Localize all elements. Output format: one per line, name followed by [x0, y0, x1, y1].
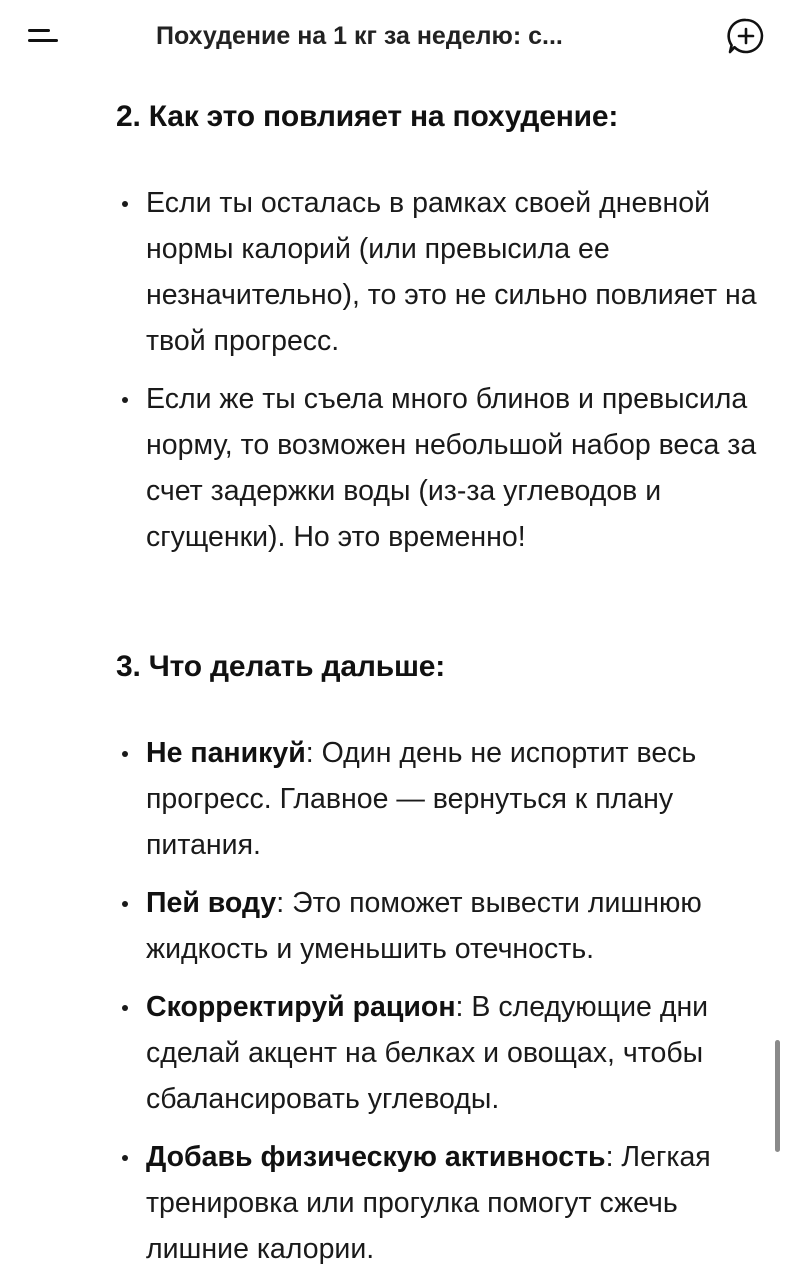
item-bold: Добавь физическую активность	[146, 1141, 606, 1173]
top-bar	[0, 0, 787, 72]
item-text: Это поможет вывести лишнюю жидкость и уменьшить отечность.	[146, 887, 702, 965]
item-text: Легкая тренировка или прогулка помогут сжечь лишние калории.	[146, 1141, 711, 1265]
item-sep: :	[305, 737, 322, 769]
menu-icon	[28, 29, 50, 32]
list-item	[116, 730, 766, 868]
item-sep: :	[605, 1141, 622, 1173]
item-text: В следующие дни сделай акцент на белках и овощах, чтобы сбалансировать углеводы.	[146, 991, 709, 1115]
list-item	[116, 180, 766, 364]
item-text: Один день не испортит весь прогресс. Главное — вернуться к плану питания.	[146, 737, 697, 861]
chat-title[interactable]: Похудение на 1 кг за неделю: с...	[156, 22, 563, 50]
item-sep: :	[455, 991, 472, 1023]
list-item	[116, 984, 766, 1122]
item-text: Если ты осталась в рамках своей дневной нормы калорий (или превысила ее незначительно), то это не сильно повлияет на твой прогресс.	[146, 187, 757, 357]
item-bold: Скорректируй рацион	[146, 991, 456, 1023]
menu-icon-line	[28, 39, 58, 42]
bullet-list	[116, 180, 766, 572]
scrollbar[interactable]	[775, 1040, 780, 1152]
menu-button[interactable]	[22, 20, 62, 52]
item-bold: Пей воду	[146, 887, 277, 919]
new-chat-button[interactable]	[724, 14, 768, 58]
item-text: Если же ты съела много блинов и превысила норму, то возможен небольшой набор веса за счет задержки воды (из-за углеводов и сгущенки). Но это временно!	[146, 383, 757, 553]
item-sep: :	[276, 887, 293, 919]
list-item	[116, 376, 766, 560]
item-bold: Не паникуй	[146, 737, 306, 769]
section-heading: 3. Что делать дальше:	[116, 650, 446, 683]
section-heading: 2. Как это повлияет на похудение:	[116, 100, 619, 133]
bullet-list	[116, 730, 766, 1284]
list-item	[116, 1134, 766, 1272]
new-chat-plus-icon	[724, 14, 768, 58]
list-item	[116, 880, 766, 972]
